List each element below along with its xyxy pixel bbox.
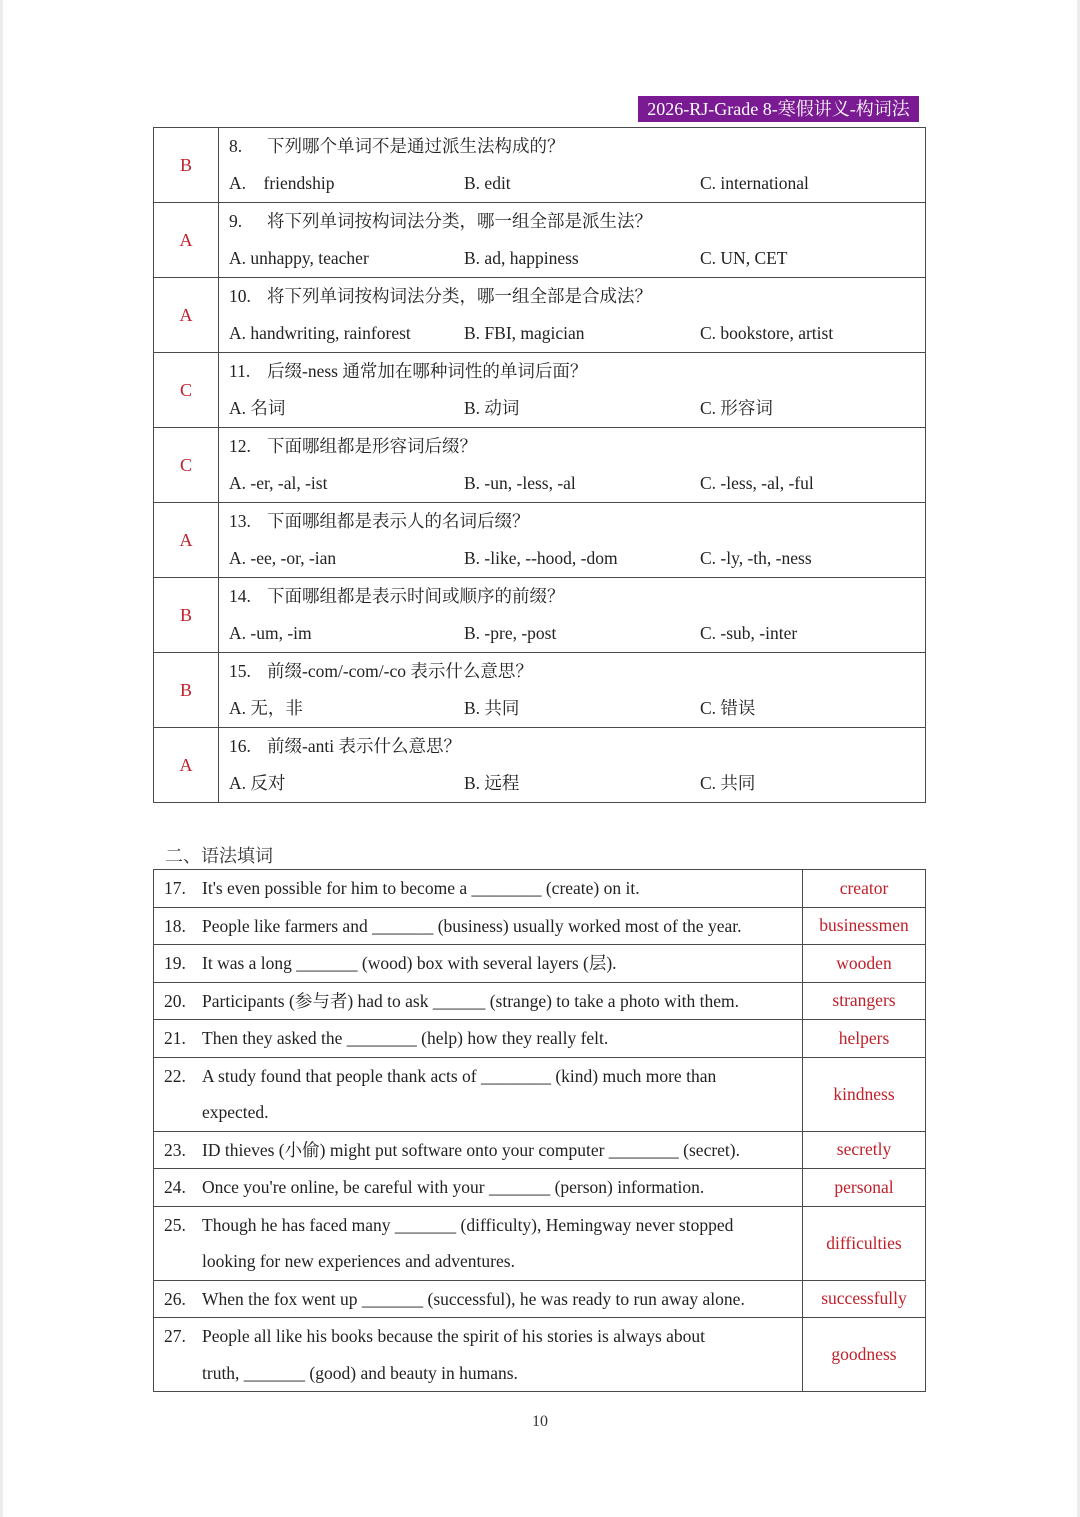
- question-number: 8.: [229, 136, 243, 156]
- question-text: Though he has faced many _______ (difficulty), Hemingway never stopped: [202, 1214, 734, 1235]
- answer-key: C: [154, 428, 219, 503]
- question-number: 14.: [229, 586, 251, 606]
- question-number: 9.: [229, 211, 243, 231]
- option-b: B. 动词: [464, 398, 520, 418]
- question-number: 20.: [164, 990, 186, 1011]
- question-cell: [219, 428, 926, 503]
- question-text: 将下列单词按构词法分类，哪一组全部是合成法？: [267, 286, 652, 306]
- page-number: 10: [532, 1413, 548, 1430]
- question-number: 23.: [164, 1139, 186, 1160]
- question-cell: [219, 728, 926, 803]
- fill-in-line: [164, 1318, 794, 1355]
- question-number: 26.: [164, 1288, 186, 1309]
- question-text: People all like his books because the spirit of his stories is always about: [202, 1326, 706, 1346]
- question-text: 前缀-com/-com/-co 表示什么意思？: [267, 661, 533, 681]
- question-line: [219, 578, 925, 615]
- answer-key: difficulties: [803, 1206, 926, 1280]
- question-text: Participants (参与者) had to ask ______ (strange) to take a photo with them.: [202, 990, 740, 1011]
- fill-in-question: [154, 1318, 803, 1392]
- answer-key: A: [154, 278, 219, 353]
- fill-in-line: [164, 908, 794, 945]
- option-c: C. bookstore, artist: [700, 323, 834, 343]
- question-number: 21.: [164, 1028, 186, 1048]
- answer-key: creator: [803, 870, 926, 908]
- option-a: A. unhappy, teacher: [229, 248, 369, 268]
- question-line: [219, 728, 925, 765]
- question-text: 下列哪个单词不是通过派生法构成的？: [267, 136, 565, 156]
- options-line: [219, 390, 925, 427]
- question-cell: [219, 653, 926, 728]
- fill-in-row: [154, 1169, 926, 1207]
- option-c: C. -sub, -inter: [700, 623, 798, 643]
- mcq-row: [154, 128, 926, 203]
- answer-key: secretly: [803, 1131, 926, 1169]
- option-c: C. international: [700, 173, 809, 193]
- fill-in-line: [164, 870, 794, 907]
- question-text: 下面哪组都是表示时间或顺序的前缀？: [267, 586, 565, 606]
- answer-key: businessmen: [803, 907, 926, 945]
- fill-in-row: [154, 1057, 926, 1131]
- fill-in-question: [154, 1206, 803, 1280]
- fill-in-question: [154, 1280, 803, 1318]
- fill-in-line: [164, 983, 794, 1020]
- answer-key: A: [154, 503, 219, 578]
- option-c: C. 共同: [700, 773, 756, 793]
- question-text: 下面哪组都是表示人的名词后缀？: [267, 511, 530, 531]
- question-number: 22.: [164, 1065, 186, 1086]
- answer-key: A: [154, 728, 219, 803]
- options-line: [219, 165, 925, 202]
- fill-in-line: [164, 1058, 794, 1095]
- fill-in-line: [164, 1020, 794, 1057]
- question-number: 25.: [164, 1214, 186, 1235]
- fill-in-row: [154, 907, 926, 945]
- option-b: B. edit: [464, 173, 511, 193]
- option-b: B. 共同: [464, 698, 520, 718]
- question-text: ID thieves (小偷) might put software onto your computer ________ (secret).: [202, 1139, 740, 1160]
- fill-in-question: [154, 907, 803, 945]
- fill-in-question: [154, 1169, 803, 1207]
- question-number: 10.: [229, 286, 251, 306]
- answer-key: successfully: [803, 1280, 926, 1318]
- answer-key: B: [154, 128, 219, 203]
- fill-in-question: [154, 870, 803, 908]
- answer-key: strangers: [803, 982, 926, 1020]
- question-text: It was a long _______ (wood) box with several layers (层).: [202, 953, 617, 973]
- fill-in-question: [154, 1020, 803, 1058]
- option-b: B. 远程: [464, 773, 520, 793]
- question-text: It's even possible for him to become a ________ (create) on it.: [202, 878, 640, 898]
- question-number: 17.: [164, 878, 186, 898]
- options-line: [219, 240, 925, 277]
- fill-in-line: [164, 1281, 794, 1318]
- question-cell: [219, 278, 926, 353]
- answer-key: kindness: [803, 1057, 926, 1131]
- fill-in-line: [164, 1132, 794, 1169]
- question-line: [219, 653, 925, 690]
- fill-in-question: [154, 1057, 803, 1131]
- question-number: 11.: [229, 361, 251, 381]
- option-b: B. ad, happiness: [464, 248, 579, 268]
- option-b: B. -un, -less, -al: [464, 473, 576, 493]
- option-b: B. -pre, -post: [464, 623, 557, 643]
- question-text: People like farmers and _______ (business) usually worked most of the year.: [202, 915, 742, 936]
- fill-in-row: [154, 1318, 926, 1392]
- fill-in-row: [154, 982, 926, 1020]
- question-cell: [219, 353, 926, 428]
- option-c: C. UN, CET: [700, 248, 788, 268]
- question-text-continued: looking for new experiences and adventures.: [202, 1251, 515, 1271]
- question-text: 下面哪组都是形容词后缀？: [267, 436, 477, 456]
- options-line: [219, 465, 925, 502]
- fill-in-line: [164, 945, 794, 982]
- question-text: Once you're online, be careful with your _______ (person) information.: [202, 1177, 705, 1197]
- answer-key: goodness: [803, 1318, 926, 1392]
- answer-key: B: [154, 653, 219, 728]
- question-text-continued: expected.: [202, 1102, 269, 1122]
- option-a: A. handwriting, rainforest: [229, 323, 411, 343]
- question-cell: [219, 203, 926, 278]
- mcq-row: [154, 728, 926, 803]
- option-a: A. -um, -im: [229, 623, 312, 643]
- option-c: C. 形容词: [700, 398, 773, 418]
- document-page: [3, 0, 1077, 1517]
- fill-in-row: [154, 1131, 926, 1169]
- question-text: 后缀-ness 通常加在哪种词性的单词后面？: [267, 361, 588, 381]
- fill-in-line: [164, 1169, 794, 1206]
- question-cell: [219, 128, 926, 203]
- option-c: C. 错误: [700, 698, 756, 718]
- question-number: 16.: [229, 736, 251, 756]
- question-number: 15.: [229, 661, 251, 681]
- fill-in-row: [154, 1206, 926, 1280]
- question-number: 24.: [164, 1177, 186, 1197]
- question-text: Then they asked the ________ (help) how they really felt.: [202, 1028, 609, 1048]
- fill-in-question: [154, 1131, 803, 1169]
- answer-key: personal: [803, 1169, 926, 1207]
- question-cell: [219, 503, 926, 578]
- mcq-row: [154, 428, 926, 503]
- fill-in-row: [154, 1020, 926, 1058]
- options-line: [219, 690, 925, 727]
- question-text: When the fox went up _______ (successful), he was ready to run away alone.: [202, 1288, 745, 1309]
- options-line: [219, 615, 925, 652]
- option-b: B. -like, --hood, -dom: [464, 548, 618, 568]
- fill-in-line: [164, 1207, 794, 1244]
- mcq-row: [154, 578, 926, 653]
- question-number: 18.: [164, 915, 186, 936]
- mcq-row: [154, 653, 926, 728]
- question-cell: [219, 578, 926, 653]
- answer-key: C: [154, 353, 219, 428]
- fill-in-row: [154, 1280, 926, 1318]
- mcq-table: [153, 127, 926, 803]
- option-a: A. -er, -al, -ist: [229, 473, 328, 493]
- option-a: A. 反对: [229, 773, 286, 793]
- question-text: A study found that people thank acts of ________ (kind) much more than: [202, 1065, 717, 1086]
- option-a: A. -ee, -or, -ian: [229, 548, 337, 568]
- answer-key: A: [154, 203, 219, 278]
- question-line: [219, 353, 925, 390]
- question-number: 27.: [164, 1326, 186, 1346]
- question-text: 将下列单词按构词法分类，哪一组全部是派生法？: [267, 211, 652, 231]
- option-a: A. 名词: [229, 398, 286, 418]
- question-text: 前缀-anti 表示什么意思？: [267, 736, 461, 756]
- options-line: [219, 315, 925, 352]
- option-c: C. -less, -al, -ful: [700, 473, 814, 493]
- mcq-row: [154, 203, 926, 278]
- option-a: A. friendship: [229, 173, 335, 193]
- question-number: 12.: [229, 436, 251, 456]
- options-line: [219, 540, 925, 577]
- option-a: A. 无，非: [229, 698, 303, 718]
- question-text-continued: truth, _______ (good) and beauty in humans.: [202, 1362, 518, 1383]
- question-number: 19.: [164, 953, 186, 973]
- question-line: [219, 278, 925, 315]
- answer-key: helpers: [803, 1020, 926, 1058]
- options-line: [219, 765, 925, 802]
- fill-in-question: [154, 945, 803, 983]
- mcq-row: [154, 278, 926, 353]
- mcq-row: [154, 503, 926, 578]
- header-tag: 2026-RJ-Grade 8-寒假讲义-构词法: [638, 96, 919, 122]
- option-b: B. FBI, magician: [464, 323, 585, 343]
- option-c: C. -ly, -th, -ness: [700, 548, 812, 568]
- mcq-row: [154, 353, 926, 428]
- fill-in-table: [153, 869, 926, 1392]
- answer-key: wooden: [803, 945, 926, 983]
- question-line: [219, 428, 925, 465]
- answer-key: B: [154, 578, 219, 653]
- fill-in-row: [154, 870, 926, 908]
- fill-in-row: [154, 945, 926, 983]
- section-title: 二、语法填词: [165, 846, 273, 866]
- question-line: [219, 128, 925, 165]
- fill-in-question: [154, 982, 803, 1020]
- question-line: [219, 503, 925, 540]
- question-number: 13.: [229, 511, 251, 531]
- question-line: [219, 203, 925, 240]
